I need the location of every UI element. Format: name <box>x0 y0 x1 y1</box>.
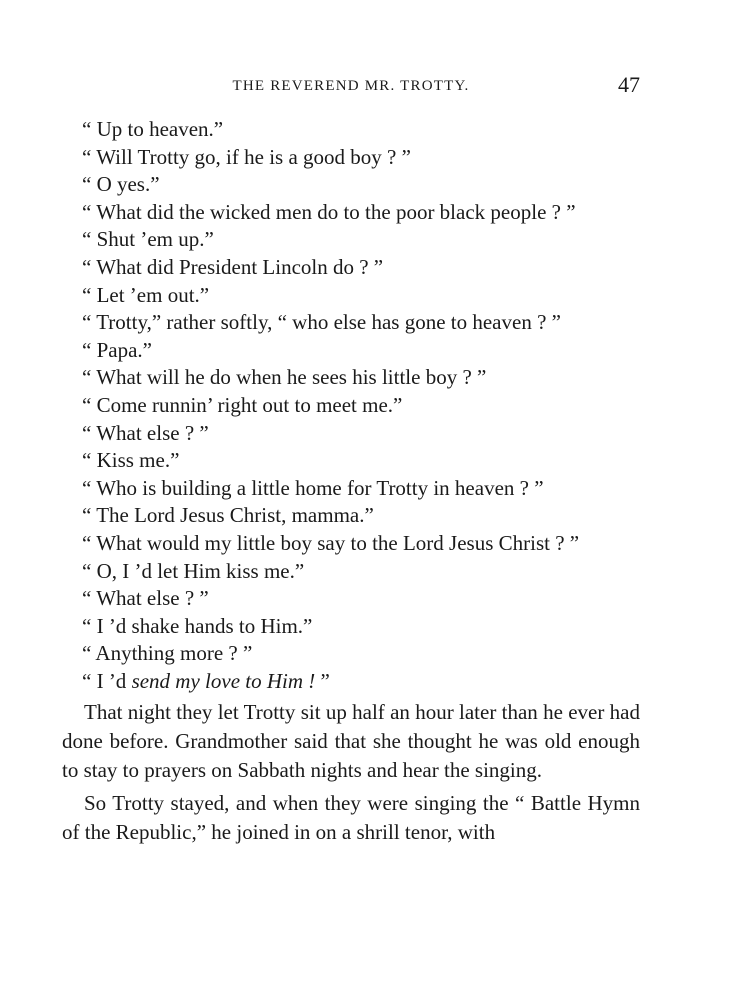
dialogue-line: “ What else ? ” <box>82 420 209 445</box>
dialogue-text: “ I ’d <box>82 668 132 693</box>
closing-quote: ” <box>315 668 330 693</box>
paragraph: So Trotty stayed, and when they were singing the “ Battle Hymn of the Republic,” he joined in on a shrill tenor, with <box>62 791 640 844</box>
page-number: 47 <box>618 72 640 97</box>
dialogue-line-final <box>82 668 652 696</box>
dialogue-line: “ O yes.” <box>82 172 160 197</box>
dialogue-line: “ Will Trotty go, if he is a good boy ? ” <box>82 144 411 169</box>
running-title: THE REVEREND MR. TROTTY. <box>232 78 470 94</box>
italic-phrase: send my love to Him ! <box>131 668 316 693</box>
dialogue-line: “ Trotty,” rather softly, “ who else has gone to heaven ? ” <box>82 310 561 335</box>
dialogue-line: “ I ’d shake hands to Him.” <box>82 613 313 638</box>
paragraph: That night they let Trotty sit up half an hour later than he ever had done before. Grandmother said that she thought he was old enough to stay to prayers on Sabbath nights and hear the singing. <box>62 700 640 782</box>
dialogue-line: “ O, I ’d let Him kiss me.” <box>82 558 305 583</box>
dialogue-line: “ What else ? ” <box>82 586 209 611</box>
dialogue-line: “ Who is building a little home for Trotty in heaven ? ” <box>82 475 544 500</box>
dialogue-line: “ What did the wicked men do to the poor black people ? ” <box>82 199 576 224</box>
dialogue-line: “ Let ’em out.” <box>82 282 210 307</box>
dialogue-line: “ What would my little boy say to the Lord Jesus Christ ? ” <box>82 530 580 555</box>
dialogue-line: “ Papa.” <box>82 337 152 362</box>
dialogue-line: “ What did President Lincoln do ? ” <box>82 254 384 279</box>
dialogue-line: “ Come runnin’ right out to meet me.” <box>82 392 403 417</box>
dialogue-block <box>82 116 652 695</box>
dialogue-line: “ What will he do when he sees his little boy ? ” <box>82 365 487 390</box>
dialogue-line: “ Up to heaven.” <box>82 117 224 141</box>
dialogue-line: “ Anything more ? ” <box>82 641 253 666</box>
dialogue-line: “ Shut ’em up.” <box>82 227 214 252</box>
dialogue-line: “ The Lord Jesus Christ, mamma.” <box>82 503 374 528</box>
running-head <box>62 72 640 102</box>
prose-block <box>62 698 640 847</box>
dialogue-line: “ Kiss me.” <box>82 448 180 473</box>
